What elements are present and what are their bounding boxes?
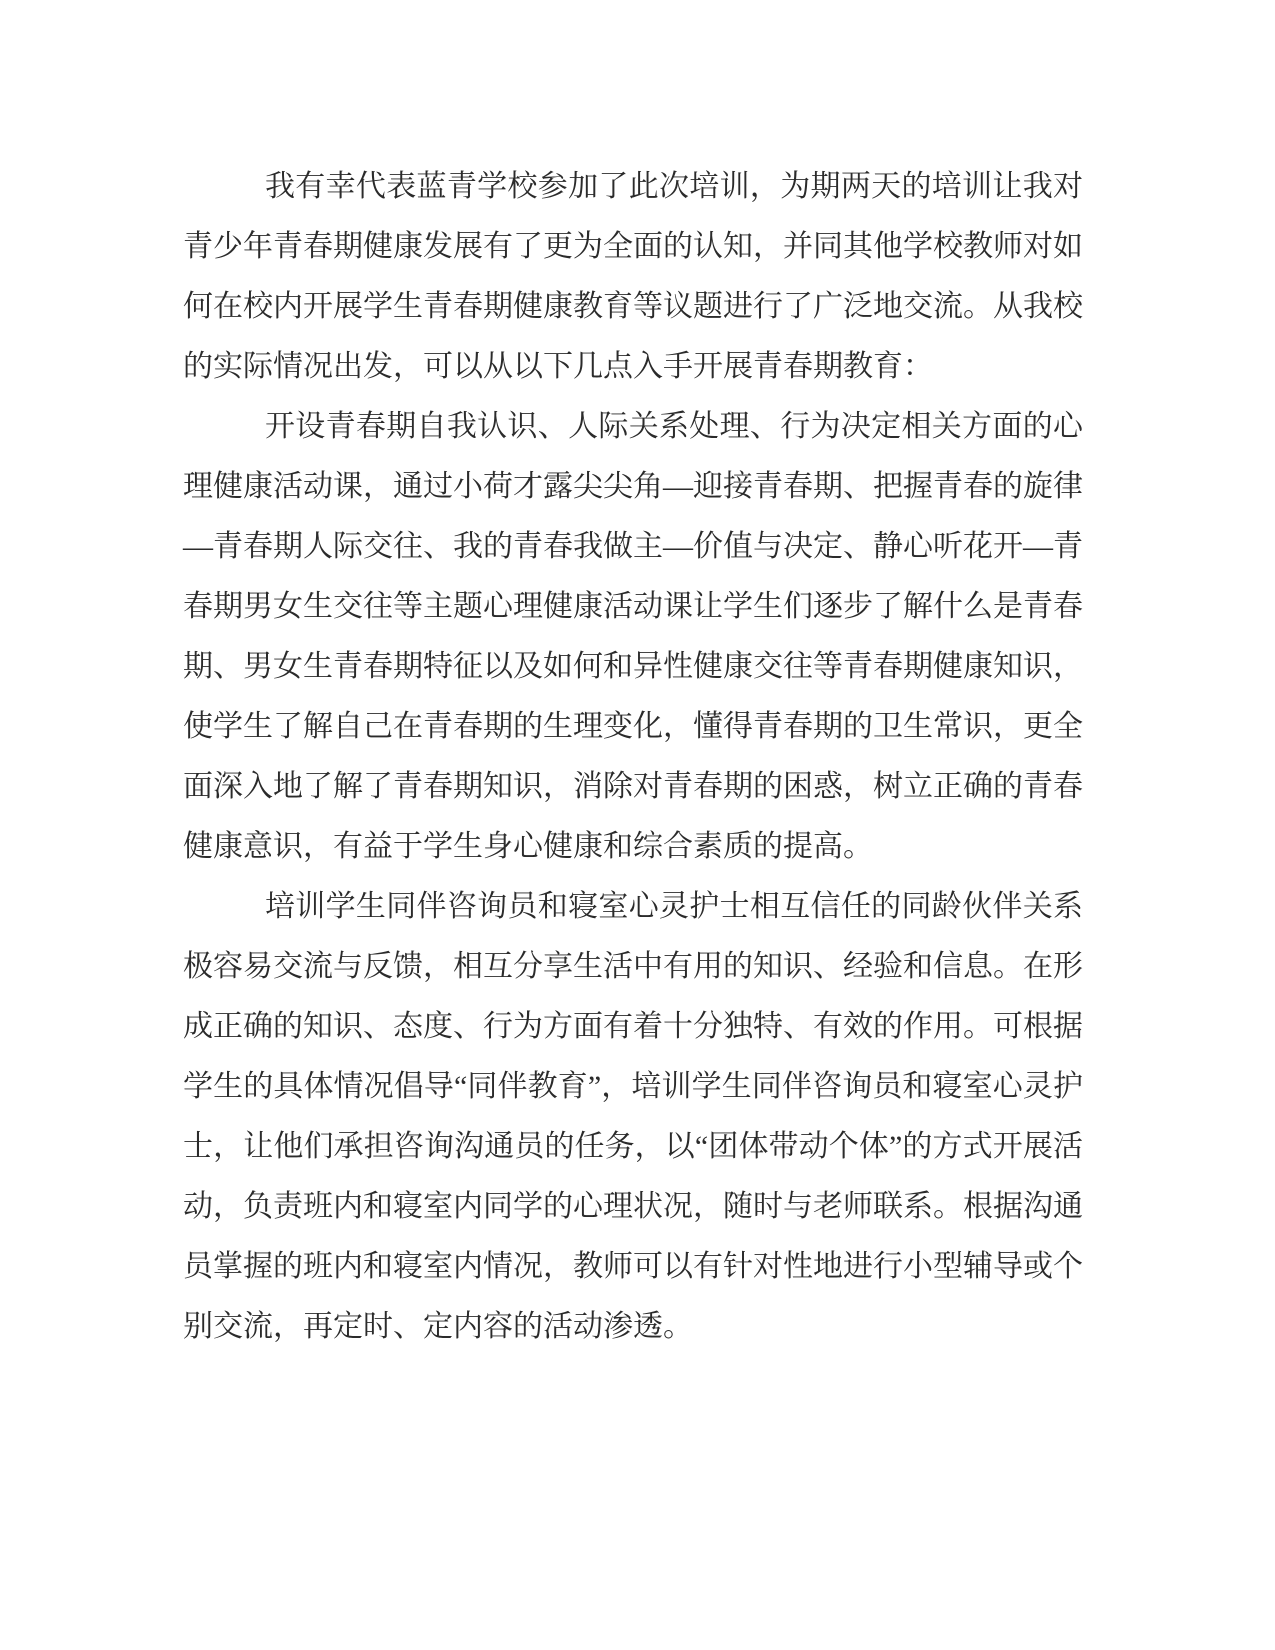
- paragraph-3: 培训学生同伴咨询员和寝室心灵护士相互信任的同龄伙伴关系极容易交流与反馈，相互分享生活中有用的知识、经验和信息。在形成正确的知识、态度、行为方面有着十分独特、有效的作用。可根据学生的具体情况倡导“同伴教育”，培训学生同伴咨询员和寝室心灵护士，让他们承担咨询沟通员的任务，以“团体带动个体”的方式开展活动，负责班内和寝室内同学的心理状况，随时与老师联系。根据沟通员掌握的班内和寝室内情况，教师可以有针对性地进行小型辅导或个别交流，再定时、定内容的活动渗透。: [183, 890, 1083, 1343]
- paragraph-2: 开设青春期自我认识、人际关系处理、行为决定相关方面的心理健康活动课，通过小荷才露尖尖角—迎接青春期、把握青春的旋律—青春期人际交往、我的青春我做主—价值与决定、静心听花开—青春期男女生交往等主题心理健康活动课让学生们逐步了解什么是青春期、男女生青春期特征以及如何和异性健康交往等青春期健康知识，使学生了解自己在青春期的生理变化，懂得青春期的卫生常识，更全面深入地了解了青春期知识，消除对青春期的困惑，树立正确的青春健康意识，有益于学生身心健康和综合素质的提高。: [183, 410, 1083, 863]
- document-body: [183, 157, 1083, 1357]
- paragraph-1: 我有幸代表蓝青学校参加了此次培训，为期两天的培训让我对青少年青春期健康发展有了更为全面的认知，并同其他学校教师对如何在校内开展学生青春期健康教育等议题进行了广泛地交流。从我校的实际情况出发，可以从以下几点入手开展青春期教育：: [183, 170, 1083, 383]
